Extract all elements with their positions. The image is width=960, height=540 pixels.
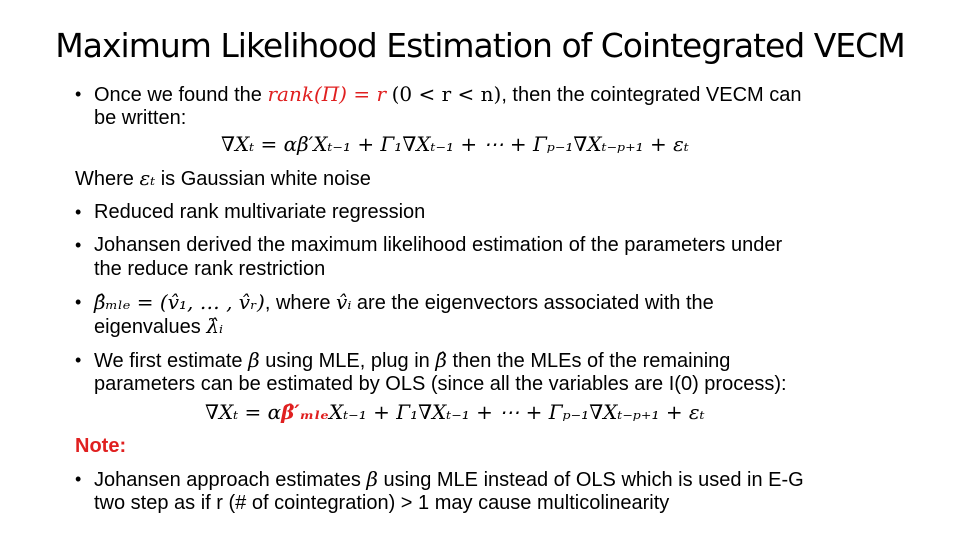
- bullet-marker: •: [75, 235, 82, 255]
- bullet-marker: •: [75, 350, 82, 370]
- vecm-equation: ∇Xₜ = αβ′Xₜ₋₁ + Γ₁∇Xₜ₋₁ + ⋯ + Γₚ₋₁∇Xₜ₋ₚ₊₁ + εₜ: [221, 132, 689, 156]
- note-label: Note:: [75, 435, 127, 457]
- bullet-text-line2: parameters can be estimated by OLS (since all the variables are I(0) process):: [94, 373, 787, 395]
- bullet-marker: •: [75, 84, 82, 104]
- estimate-text: We first estimate: [94, 350, 243, 372]
- equation-lhs: ∇Xₜ = α: [205, 400, 282, 424]
- rank-intro-text: Once we found the: [94, 84, 262, 106]
- eigenvector-symbol: v̂ᵢ: [336, 290, 352, 314]
- approach-rest-text: using MLE instead of OLS which is used in E-G: [383, 469, 804, 491]
- rank-range: (0 < r < n): [391, 82, 502, 106]
- bullet-text-line2: be written:: [94, 107, 187, 129]
- beta-symbol: β: [248, 348, 260, 372]
- bullet-text: Johansen derived the maximum likelihood estimation of the parameters under: [94, 234, 783, 256]
- beta-mle-highlight: β̂′ₘₗₑ: [281, 400, 329, 424]
- where-label: Where: [75, 168, 134, 190]
- where-description: is Gaussian white noise: [160, 168, 371, 190]
- bullet-text: [94, 467, 804, 492]
- bullet-text-line2: the reduce rank restriction: [94, 258, 326, 280]
- where-text: , where: [264, 292, 331, 314]
- rank-expression: rank(Π) = r: [267, 82, 387, 106]
- bullet-text: [94, 82, 802, 107]
- bullet-text: [94, 348, 730, 373]
- bullet-marker: •: [75, 469, 82, 489]
- approach-text: Johansen approach estimates: [94, 469, 361, 491]
- remaining-text: then the MLEs of the remaining: [452, 350, 731, 372]
- bullet-text: [94, 290, 714, 315]
- restricted-vecm-equation: [205, 400, 705, 424]
- bullet-marker: •: [75, 202, 82, 222]
- bullet-text-line2: [94, 314, 223, 339]
- plug-in-text: using MLE, plug in: [265, 350, 430, 372]
- where-line: [75, 166, 371, 191]
- bullet-text: Reduced rank multivariate regression: [94, 201, 426, 223]
- epsilon-symbol: εₜ: [139, 166, 156, 190]
- rank-outro-text: , then the cointegrated VECM can: [501, 84, 802, 106]
- beta-hat-symbol: β̂: [435, 348, 447, 372]
- beta-mle-expression: β̂ₘₗₑ = (v̂₁, … , v̂ᵣ): [94, 290, 265, 314]
- equation-rhs: Xₜ₋₁ + Γ₁∇Xₜ₋₁ + ⋯ + Γₚ₋₁∇Xₜ₋ₚ₊₁ + εₜ: [328, 400, 705, 424]
- lambda-symbol: λ̂ᵢ: [206, 314, 224, 338]
- bullet-text-line2: two step as if r (# of cointegration) > 1 may cause multicolinearity: [94, 492, 670, 514]
- beta-symbol: β: [366, 467, 378, 491]
- eigenvalues-label: eigenvalues: [94, 316, 201, 338]
- eigenvector-text: are the eigenvectors associated with the: [356, 292, 714, 314]
- bullet-marker: •: [75, 292, 82, 312]
- slide-title: Maximum Likelihood Estimation of Cointegrated VECM: [55, 26, 905, 65]
